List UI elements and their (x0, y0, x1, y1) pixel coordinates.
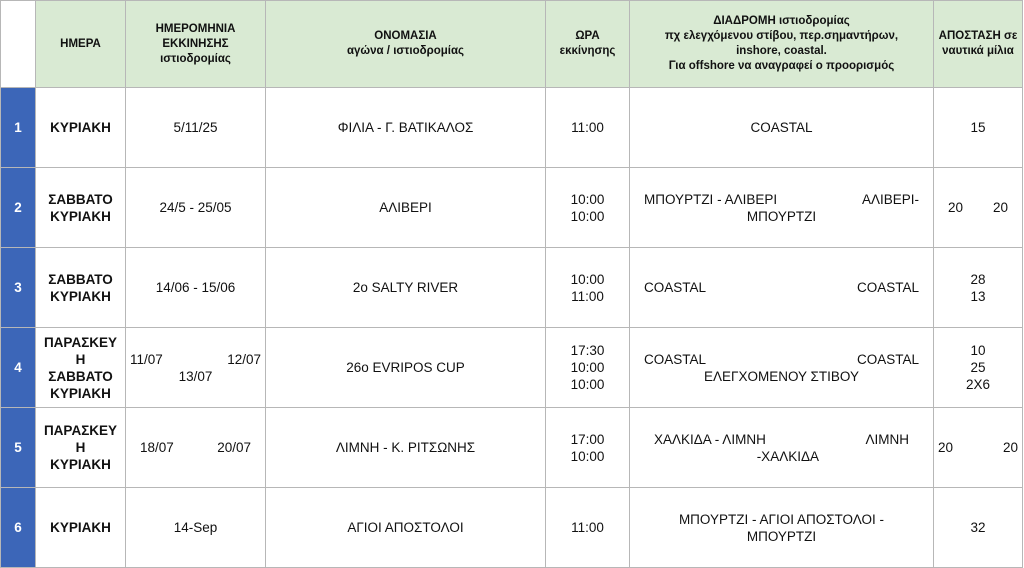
row-number: 6 (1, 488, 36, 568)
date-line (130, 351, 261, 368)
date-line (130, 439, 261, 456)
distance-text: 13 (970, 288, 986, 304)
header-row (1, 1, 1023, 88)
race-name: ΑΛΙΒΕΡΙ (266, 168, 546, 248)
day-text: ΚΥΡΙΑΚΗ (50, 120, 111, 135)
date-text: 5/11/25 (173, 120, 218, 135)
time-text: 11:00 (571, 120, 604, 135)
day-text: ΣΑΒΒΑΤΟ (48, 368, 113, 384)
route-line (634, 351, 929, 368)
time-text: 10:00 (570, 208, 605, 224)
day-text: ΠΑΡΑΣΚΕΥ (43, 334, 118, 350)
route-text: ΜΠΟΥΡΤΖΙ - ΑΛΙΒΕΡΙ (644, 191, 778, 207)
distance-cell (934, 168, 1023, 248)
date-cell (126, 248, 266, 328)
distance-cell (934, 488, 1023, 568)
distance-text: 2Χ6 (965, 377, 991, 392)
day-text: ΣΑΒΒΑΤΟ (48, 191, 113, 207)
route-text: ΧΑΛΚΙΔΑ - ΛΙΜΝΗ (654, 431, 766, 447)
date-cell (126, 88, 266, 168)
route-text: ΜΠΟΥΡΤΖΙ (746, 528, 817, 544)
distance-text: 20 (992, 200, 1008, 215)
time-cell (546, 168, 630, 248)
distance-text: 20 (938, 440, 954, 455)
day-text: ΣΑΒΒΑΤΟ (48, 271, 113, 287)
day-cell (36, 168, 126, 248)
row-number: 3 (1, 248, 36, 328)
time-text: 10:00 (570, 448, 605, 464)
time-cell (546, 248, 630, 328)
header-route: ΔΙΑΔΡΟΜΗ ιστιοδρομίας πχ ελεγχόμενου στίβου, περ.σημαντήρων, inshore, coastal. Για offshore να αναγραφεί ο προορισμός (630, 1, 934, 88)
route-text: ΜΠΟΥΡΤΖΙ - ΑΓΙΟΙ ΑΠΟΣΤΟΛΟΙ - (678, 511, 885, 527)
route-cell (630, 88, 934, 168)
route-text: COASTAL (856, 351, 919, 367)
time-text: 10:00 (570, 191, 605, 207)
time-text: 10:00 (570, 377, 605, 392)
time-text: 11:00 (571, 288, 604, 304)
day-cell (36, 328, 126, 408)
day-cell (36, 248, 126, 328)
distance-text: 25 (970, 360, 986, 375)
date-text: 14-Sep (173, 520, 218, 535)
date-cell (126, 168, 266, 248)
date-cell (126, 488, 266, 568)
table-row (1, 408, 1023, 488)
date-text: 18/07 (140, 440, 174, 455)
day-text: ΠΑΡΑΣΚΕΥ (43, 423, 118, 438)
route-text: COASTAL (750, 120, 813, 135)
route-line (634, 279, 929, 296)
day-cell (36, 408, 126, 488)
date-text: 13/07 (178, 368, 213, 384)
day-text: ΚΥΡΙΑΚΗ (50, 385, 111, 401)
time-cell (546, 408, 630, 488)
time-text: 17:30 (570, 343, 605, 358)
date-text: 24/5 - 25/05 (159, 200, 232, 215)
race-name: ΦΙΛΙΑ - Γ. ΒΑΤΙΚΑΛΟΣ (266, 88, 546, 168)
table-row (1, 248, 1023, 328)
header-start-date: ΗΜΕΡΟΜΗΝΙΑ ΕΚΚΙΝΗΣΗΣ ιστιοδρομίας (126, 1, 266, 88)
route-line (634, 191, 929, 208)
date-text: 12/07 (227, 351, 261, 367)
distance-cell (934, 408, 1023, 488)
table-row (1, 168, 1023, 248)
distance-cell (934, 248, 1023, 328)
table-row (1, 488, 1023, 568)
distance-line (938, 199, 1018, 216)
day-text: ΚΥΡΙΑΚΗ (50, 457, 111, 472)
row-number: 4 (1, 328, 36, 408)
header-start-time: ΩΡΑ εκκίνησης (546, 1, 630, 88)
race-name: 2ο SALTY RIVER (266, 248, 546, 328)
day-text: ΚΥΡΙΑΚΗ (50, 288, 111, 304)
time-text: 10:00 (570, 271, 605, 287)
race-name: 26ο EVRIPOS CUP (266, 328, 546, 408)
route-cell (630, 488, 934, 568)
time-text: 17:00 (570, 431, 605, 447)
header-day: ΗΜΕΡΑ (36, 1, 126, 88)
distance-text: 32 (970, 520, 986, 535)
route-text: COASTAL (644, 351, 707, 367)
race-name: ΛΙΜΝΗ - Κ. ΡΙΤΣΩΝΗΣ (266, 408, 546, 488)
corner-cell (1, 1, 36, 88)
route-cell (630, 248, 934, 328)
distance-cell (934, 88, 1023, 168)
date-text: 20/07 (217, 440, 251, 455)
table-row (1, 88, 1023, 168)
route-cell (630, 328, 934, 408)
date-cell (126, 408, 266, 488)
time-text: 11:00 (571, 520, 604, 535)
route-cell (630, 408, 934, 488)
header-distance: ΑΠΟΣΤΑΣΗ σε ναυτικά μίλια (934, 1, 1023, 88)
distance-text: 28 (970, 271, 986, 287)
day-cell (36, 488, 126, 568)
route-line (634, 431, 929, 448)
date-text: 14/06 - 15/06 (155, 280, 236, 295)
route-text: COASTAL (644, 280, 707, 295)
time-cell (546, 328, 630, 408)
route-text: -ΧΑΛΚΙΔΑ (756, 448, 819, 464)
route-cell (630, 168, 934, 248)
date-text: 11/07 (130, 351, 163, 367)
day-text: ΚΥΡΙΑΚΗ (50, 208, 111, 224)
day-cell (36, 88, 126, 168)
day-text: Η (75, 351, 86, 367)
route-text: COASTAL (856, 280, 919, 295)
route-text: ΑΛΙΒΕΡΙ- (861, 191, 919, 207)
distance-line (938, 439, 1018, 456)
time-text: 10:00 (570, 360, 605, 375)
distance-text: 15 (970, 120, 986, 135)
route-text: ΕΛΕΓΧΟΜΕΝΟΥ ΣΤΙΒΟΥ (704, 368, 859, 384)
distance-cell (934, 328, 1023, 408)
row-number: 1 (1, 88, 36, 168)
date-cell (126, 328, 266, 408)
distance-text: 20 (948, 200, 964, 215)
row-number: 5 (1, 408, 36, 488)
time-cell (546, 488, 630, 568)
table-row (1, 328, 1023, 408)
route-text: ΛΙΜΝΗ (865, 431, 909, 447)
distance-text: 10 (970, 343, 986, 358)
row-number: 2 (1, 168, 36, 248)
header-race-name: ΟΝΟΜΑΣΙΑ αγώνα / ιστιοδρομίας (266, 1, 546, 88)
day-text: Η (75, 440, 86, 455)
day-text: ΚΥΡΙΑΚΗ (50, 520, 111, 535)
time-cell (546, 88, 630, 168)
route-text: ΜΠΟΥΡΤΖΙ (746, 208, 817, 224)
distance-text: 20 (1002, 440, 1018, 455)
race-name: ΑΓΙΟΙ ΑΠΟΣΤΟΛΟΙ (266, 488, 546, 568)
